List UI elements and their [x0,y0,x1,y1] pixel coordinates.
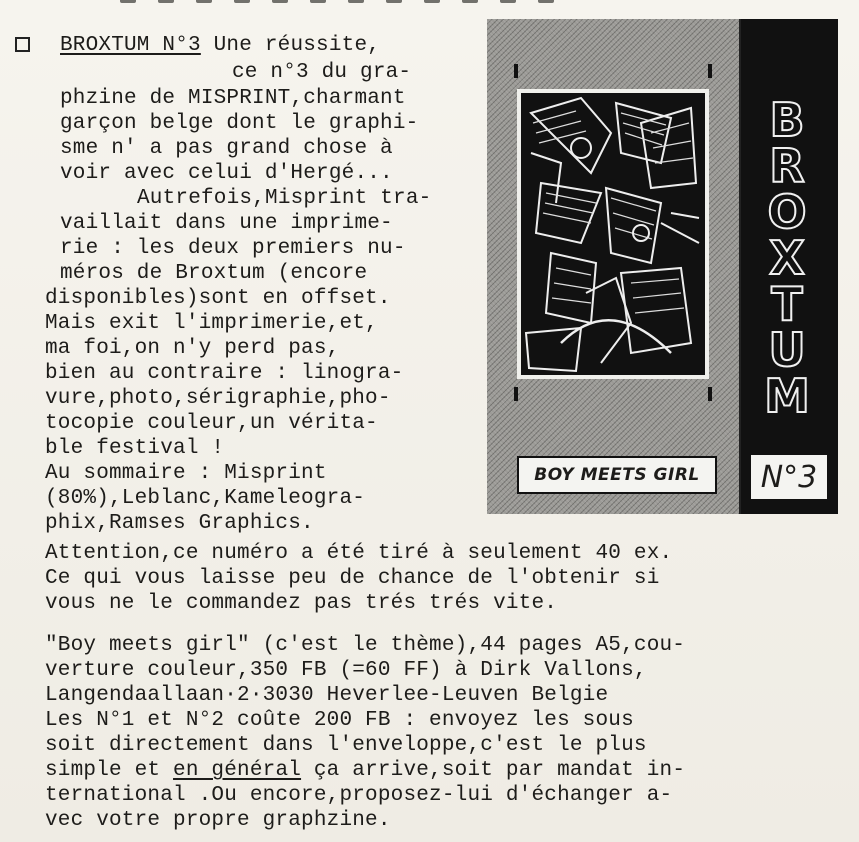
details-line: Les N°1 et N°2 coûte 200 FB : envoyez les sous [45,709,634,732]
review-line: Attention,ce numéro a été tiré à seulement 40 ex. [45,542,673,565]
review-line: vous ne le commandez pas trés trés vite. [45,592,558,615]
review-line: phzine de MISPRINT,charmant [60,87,406,110]
review-line: Au sommaire : Misprint [45,462,327,485]
review-line: méros de Broxtum (encore [60,262,368,285]
review-title: BROXTUM N°3 [60,34,201,57]
details-text: ça arrive,soit par mandat in- [301,759,686,782]
details-line: vec votre propre graphzine. [45,809,391,832]
review-line: rie : les deux premiers nu- [60,237,406,260]
review-line: Mais exit l'imprimerie,et, [45,312,378,335]
entry-checkbox[interactable] [15,37,30,52]
cover-illustration [517,89,709,379]
clipped-top-line [120,0,590,4]
details-text: simple et [45,759,174,782]
linocut-artwork [521,93,705,375]
crop-mark [514,64,518,78]
details-line [45,758,685,783]
review-line: ma foi,on n'y perd pas, [45,337,340,360]
review-line: phix,Ramses Graphics. [45,512,314,535]
details-line: soit directement dans l'enveloppe,c'est le plus [45,734,647,757]
zine-cover-image [487,19,836,514]
review-line: bien au contraire : linogra- [45,362,404,385]
review-line: Autrefois,Misprint tra- [137,187,432,210]
review-line: Une réussite, [200,34,381,57]
review-line: ce n°3 du gra- [232,61,412,84]
review-line: (80%),Leblanc,Kameleogra- [45,487,366,510]
crop-mark [514,387,518,401]
crop-mark [708,64,712,78]
details-line: ternational .Ou encore,proposez-lui d'échanger a- [45,784,673,807]
review-line: garçon belge dont le graphi- [60,112,419,135]
crop-mark [708,387,712,401]
review-heading-line [60,33,380,58]
cover-title: BROXTUM [760,93,814,415]
review-line: vaillait dans une imprime- [60,212,393,235]
underlined-phrase: en général [173,759,302,782]
review-line: vure,photo,sérigraphie,pho- [45,387,391,410]
review-line: disponibles)sont en offset. [45,287,391,310]
review-line: tocopie couleur,un vérita- [45,412,378,435]
details-line: "Boy meets girl" (c'est le thème),44 pages A5,cou- [45,634,686,657]
review-line: voir avec celui d'Hergé... [60,162,393,185]
cover-tagline: BOY MEETS GIRL [517,456,717,494]
details-line: verture couleur,350 FB (=60 FF) à Dirk Vallons, [45,659,647,682]
cover-halftone-panel [487,19,739,514]
cover-issue-number: N°3 [749,453,829,501]
review-line: sme n' a pas grand chose à [60,137,393,160]
details-line: Langendaallaan·2·3030 Heverlee-Leuven Belgie [45,684,609,707]
review-line: Ce qui vous laisse peu de chance de l'obtenir si [45,567,660,590]
review-line: ble festival ! [45,437,225,460]
